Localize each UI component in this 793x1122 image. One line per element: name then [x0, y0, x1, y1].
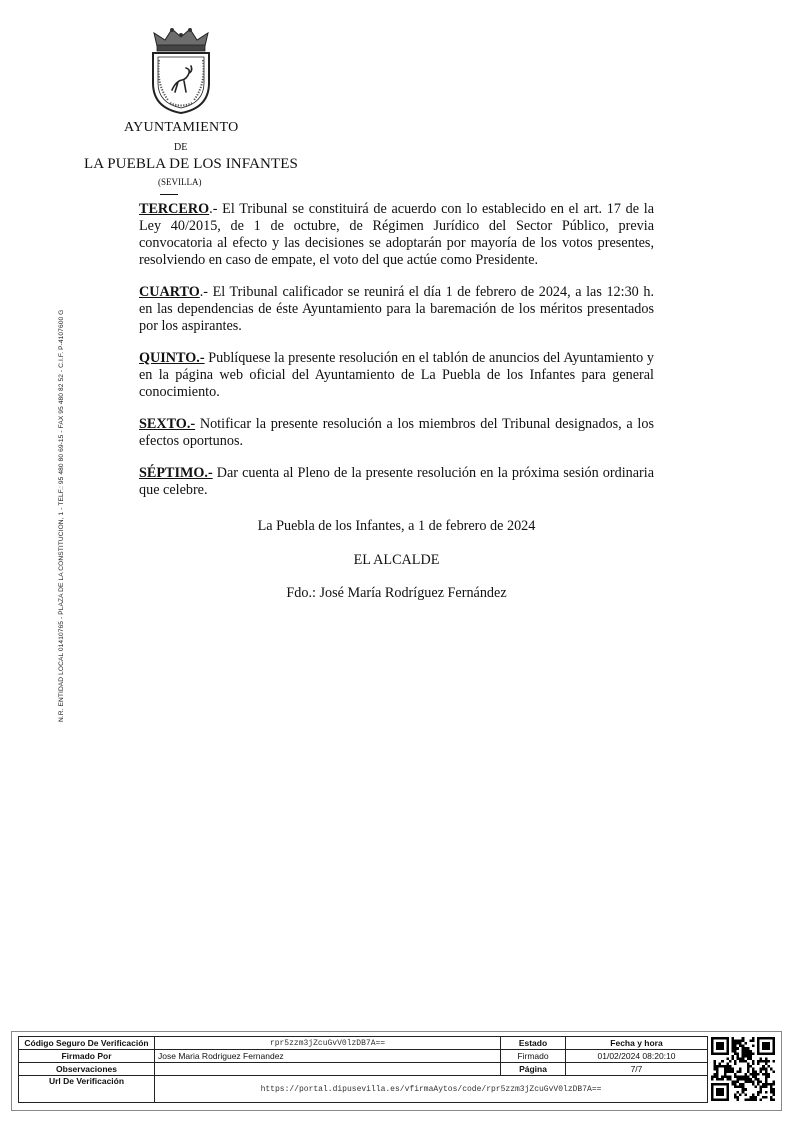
paragraph-lead: QUINTO.-: [139, 350, 205, 366]
datetime-value: 01/02/2024 08:20:10: [566, 1050, 708, 1063]
document-body: [139, 201, 654, 514]
signer-value: Jose Maria Rodriguez Fernandez: [155, 1050, 501, 1063]
paragraph-sexto: [139, 416, 654, 450]
verification-code[interactable]: rpr5zzm3jZcuGvV0lzDB7A==: [155, 1037, 501, 1050]
paragraph-tercero: [139, 201, 654, 269]
org-town: LA PUEBLA DE LOS INFANTES: [84, 156, 298, 172]
paragraph-lead: TERCERO: [139, 201, 210, 217]
observations-label: Observaciones: [19, 1063, 155, 1076]
place-date: La Puebla de los Infantes, a 1 de febrero de 2024: [257, 518, 536, 534]
paragraph-text: Dar cuenta al Pleno de la presente resolución en la próxima sesión ordinaria que celebre.: [139, 465, 654, 498]
header-divider: [160, 194, 178, 195]
verification-url[interactable]: https://portal.dipusevilla.es/vfirmaAytos/code/rpr5zzm3jZcuGvV0lzDB7A==: [155, 1076, 708, 1103]
paragraph-lead: CUARTO: [139, 284, 200, 300]
observations-value: [155, 1063, 501, 1076]
url-label: Url De Verificación: [19, 1076, 155, 1103]
signature-verification-box: [11, 1031, 782, 1111]
paragraph-lead: SEXTO.-: [139, 416, 196, 432]
code-label: Código Seguro De Verificación: [19, 1037, 155, 1050]
side-registry-note: N.R. ENTIDAD LOCAL 01410765 - PLAZA DE LA CONSTITUCION, 1 - TELF.: 95 480 80 69-15 - FAX 95 480 82 52 - C.I.F. P-4107600 G: [58, 309, 65, 722]
paragraph-cuarto: [139, 284, 654, 335]
verification-qr-code-icon[interactable]: [711, 1037, 775, 1101]
paragraph-text: .- El Tribunal se constituirá de acuerdo con lo establecido en el art. 17 de la Ley 40/2015, de 1 de octubre, de Régimen Jurídico del Sector Público, previa convocatoria al efecto y las decisiones se adoptarán por mayoría de los votos presentes, resolviendo en caso de empate, el voto del que actúe como Presidente.: [139, 201, 654, 268]
paragraph-lead: SÉPTIMO.-: [139, 465, 213, 481]
datetime-label: Fecha y hora: [566, 1037, 708, 1050]
org-province: (SEVILLA): [158, 177, 202, 187]
signer-name: Fdo.: José María Rodríguez Fernández: [286, 585, 507, 601]
verification-table: [18, 1036, 708, 1103]
page-label: Página: [501, 1063, 566, 1076]
paragraph-text: Publíquese la presente resolución en el tablón de anuncios del Ayuntamiento y en la página web oficial del Ayuntamiento de La Puebla de los Infantes para general conocimiento.: [139, 350, 654, 400]
paragraph-septimo: [139, 465, 654, 499]
org-name-connector: DE: [174, 142, 188, 153]
signed-by-label: Firmado Por: [19, 1050, 155, 1063]
signer-title: EL ALCALDE: [353, 552, 440, 568]
municipal-coat-of-arms-icon: [148, 26, 214, 114]
paragraph-text: Notificar la presente resolución a los miembros del Tribunal designados, a los efectos oportunos.: [139, 416, 654, 449]
paragraph-text: .- El Tribunal calificador se reunirá el día 1 de febrero de 2024, a las 12:30 h. en las dependencias de éste Ayuntamiento para la baremación de los méritos presentados por los aspirantes.: [139, 284, 654, 334]
paragraph-quinto: [139, 350, 654, 401]
status-value: Firmado: [501, 1050, 566, 1063]
status-label: Estado: [501, 1037, 566, 1050]
org-name: AYUNTAMIENTO: [124, 120, 239, 135]
page-value: 7/7: [566, 1063, 708, 1076]
